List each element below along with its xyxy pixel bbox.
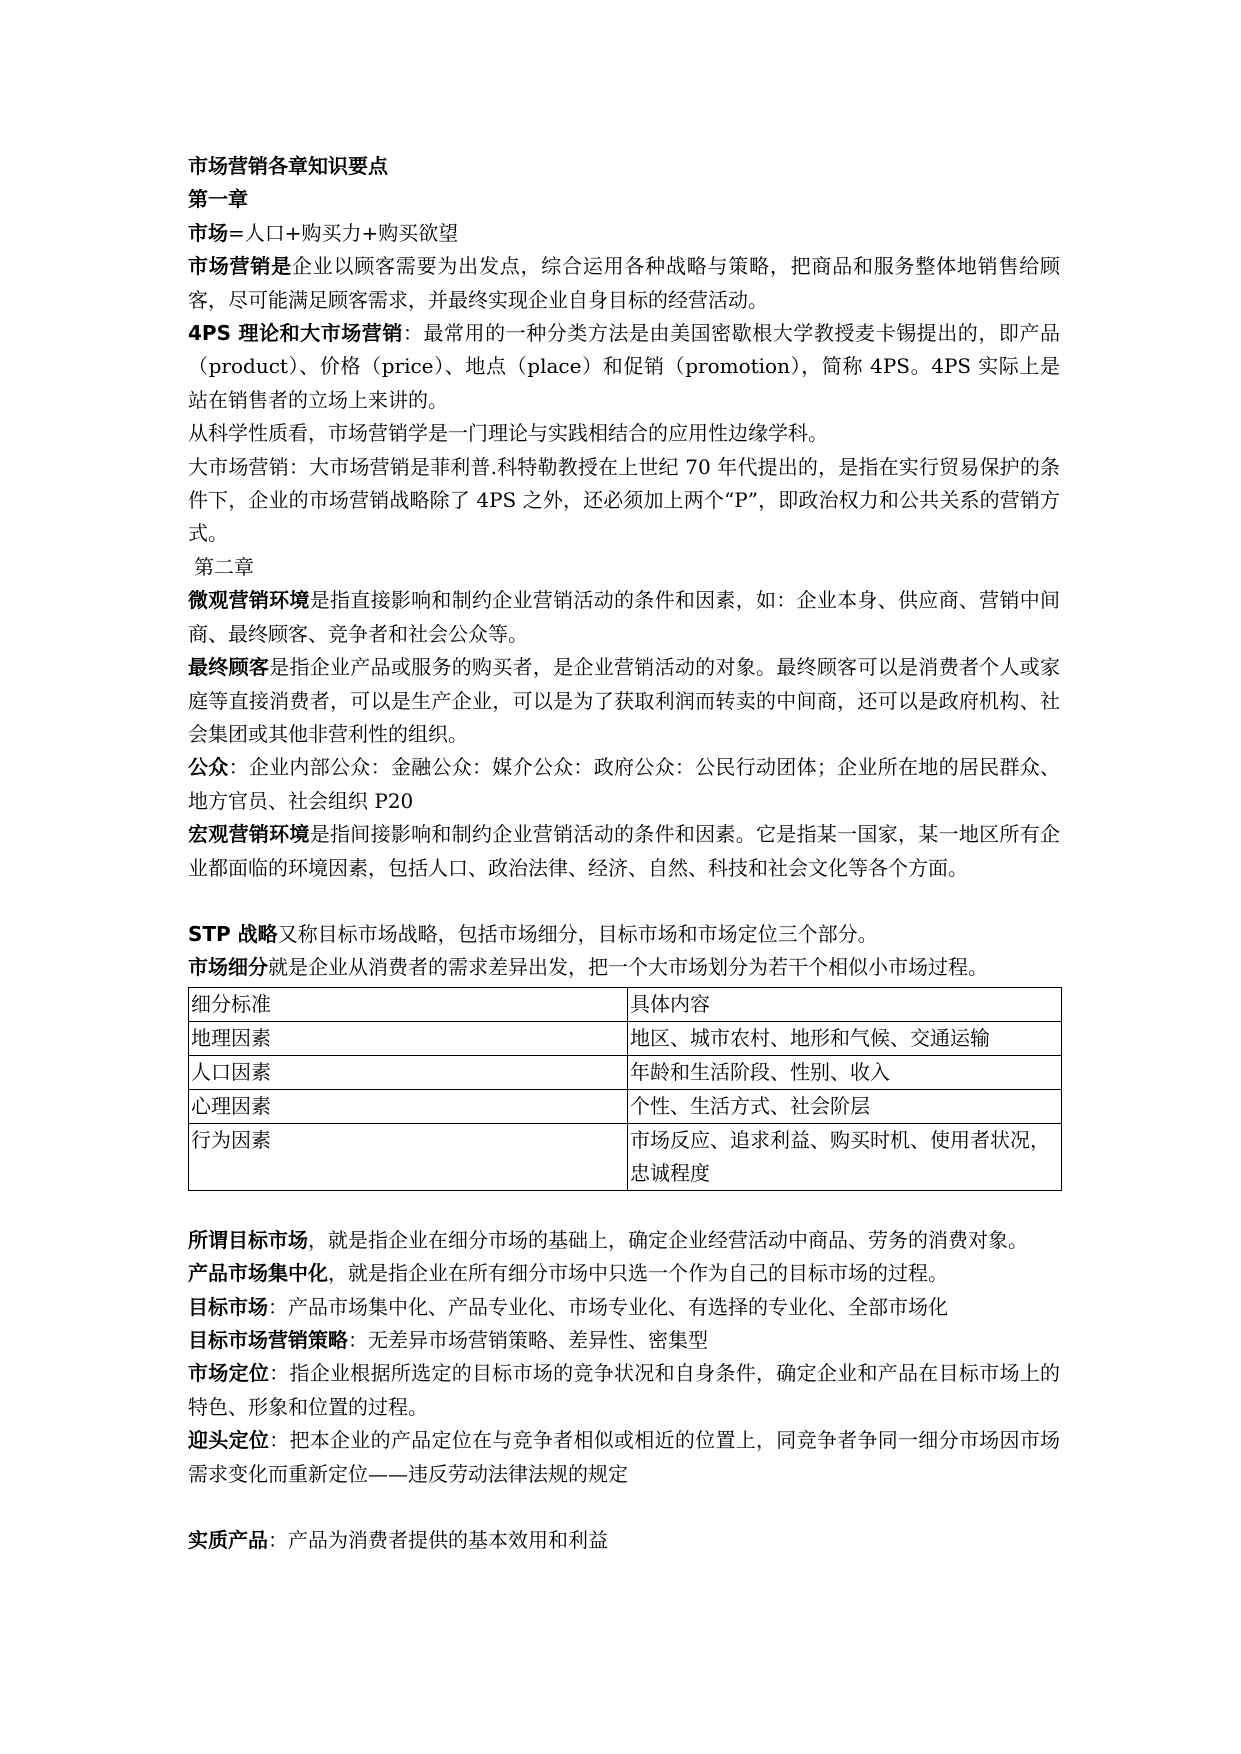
market-term: 市场 (188, 220, 228, 245)
target-market-paragraph: 所谓目标市场，就是指企业在细分市场的基础上，确定企业经营活动中商品、劳务的消费对象。 (188, 1227, 1028, 1252)
target-market-list-term: 目标市场 (188, 1294, 268, 1319)
market-definition: 市场=人口+购买力+购买欲望 (188, 220, 459, 245)
micro-environment-paragraph: 微观营销环境是指直接影响和制约企业营销活动的条件和因素，如：企业本身、供应商、营销中间商、最终顾客、竞争者和社会公众等。 (188, 588, 1061, 646)
table-row (189, 1123, 1062, 1190)
positioning-term: 市场定位 (188, 1361, 270, 1386)
target-market-list: 目标市场：产品市场集中化、产品专业化、市场专业化、有选择的专业化、全部市场化 (188, 1294, 948, 1319)
spacer (188, 1491, 1060, 1524)
marketing-term: 市场营销是 (188, 254, 292, 279)
document-page (188, 150, 1060, 1557)
spacer (188, 1191, 1060, 1224)
document-title: 市场营销各章知识要点 (188, 154, 388, 178)
table-cell: 年龄和生活阶段、性别、收入 (628, 1055, 1062, 1089)
core-product-paragraph: 实质产品：产品为消费者提供的基本效用和利益 (188, 1528, 608, 1552)
target-market-term: 所谓目标市场 (188, 1227, 308, 1252)
positioning-paragraph: 市场定位：指企业根据所选定的目标市场的竞争状况和自身条件，确定企业和产品在目标市场上的特色、形象和位置的过程。 (188, 1361, 1061, 1419)
public-term: 公众 (188, 755, 229, 780)
mega-marketing-paragraph: 大市场营销：大市场营销是菲利普.科特勒教授在上世纪 70 年代提出的，是指在实行贸易保护的条件下，企业的市场营销战略除了 4PS 之外，还必须加上两个“P”，即政治权力和公共关系的营销方式。 (188, 454, 1060, 546)
table-cell: 地区、城市农村、地形和气候、交通运输 (628, 1021, 1062, 1055)
table-header-row (189, 987, 1062, 1021)
table-row (189, 1089, 1062, 1123)
table-cell: 市场反应、追求利益、购买时机、使用者状况，忠诚程度 (628, 1123, 1062, 1190)
target-strategy-list: 目标市场营销策略：无差异市场营销策略、差异性、密集型 (188, 1327, 708, 1352)
table-header-cell: 细分标准 (189, 987, 628, 1021)
concentration-paragraph: 产品市场集中化，就是指企业在所有细分市场中只选一个作为自己的目标市场的过程。 (188, 1261, 948, 1286)
table-row (189, 1021, 1062, 1055)
table-row (189, 1055, 1062, 1089)
chapter-2-heading: 第二章 (194, 554, 254, 579)
final-customer-term: 最终顾客 (188, 655, 270, 680)
public-paragraph: 公众：企业内部公众：金融公众：媒介公众：政府公众：公民行动团体；企业所在地的居民群众、地方官员、社会组织 P20 (188, 755, 1061, 813)
table-header-cell: 具体内容 (628, 987, 1062, 1021)
concentration-term: 产品市场集中化 (188, 1261, 328, 1286)
stp-paragraph: STP 战略又称目标市场战略，包括市场细分，目标市场和市场定位三个部分。 (188, 921, 878, 946)
table-cell: 地理因素 (189, 1021, 628, 1055)
head-on-term: 迎头定位 (188, 1428, 270, 1453)
4ps-paragraph: 4PS 理论和大市场营销：最常用的一种分类方法是由美国密歇根大学教授麦卡锡提出的，即产品（product）、价格（price）、地点（place）和促销（promotion），简称 4PS。4PS 实际上是站在销售者的立场上来讲的。 (188, 321, 1060, 412)
target-strategy-term: 目标市场营销策略 (188, 1327, 348, 1352)
segmentation-table (188, 987, 1062, 1191)
4ps-term: 4PS 理论和大市场营销 (188, 321, 403, 346)
final-customer-paragraph: 最终顾客是指企业产品或服务的购买者，是企业营销活动的对象。最终顾客可以是消费者个人或家庭等直接消费者，可以是生产企业，可以是为了获取利润而转卖的中间商，还可以是政府机构、社会集团或其他非营利性的组织。 (188, 655, 1061, 746)
segmentation-paragraph: 市场细分就是企业从消费者的需求差异出发，把一个大市场划分为若干个相似小市场过程。 (188, 955, 988, 980)
table-cell: 个性、生活方式、社会阶层 (628, 1089, 1062, 1123)
table-cell: 心理因素 (189, 1089, 628, 1123)
science-paragraph: 从科学性质看，市场营销学是一门理论与实践相结合的应用性边缘学科。 (188, 421, 828, 446)
macro-term: 宏观营销环境 (188, 822, 310, 847)
stp-term: STP 战略 (188, 921, 278, 946)
spacer (188, 885, 1060, 918)
macro-environment-paragraph: 宏观营销环境是指间接影响和制约企业营销活动的条件和因素。它是指某一国家，某一地区所有企业都面临的环境因素，包括人口、政治法律、经济、自然、科技和社会文化等各个方面。 (188, 822, 1061, 880)
core-product-term: 实质产品 (188, 1528, 268, 1552)
marketing-definition: 市场营销是企业以顾客需要为出发点，综合运用各种战略与策略，把商品和服务整体地销售给顾客，尽可能满足顾客需求，并最终实现企业自身目标的经营活动。 (188, 254, 1061, 312)
table-cell: 行为因素 (189, 1123, 628, 1190)
segmentation-term: 市场细分 (188, 955, 268, 980)
chapter-1-heading: 第一章 (188, 187, 248, 212)
table-cell: 人口因素 (189, 1055, 628, 1089)
micro-term: 微观营销环境 (188, 588, 310, 613)
head-on-positioning-paragraph: 迎头定位：把本企业的产品定位在与竞争者相似或相近的位置上，同竞争者争同一细分市场因市场需求变化而重新定位——违反劳动法律法规的规定 (188, 1428, 1061, 1486)
